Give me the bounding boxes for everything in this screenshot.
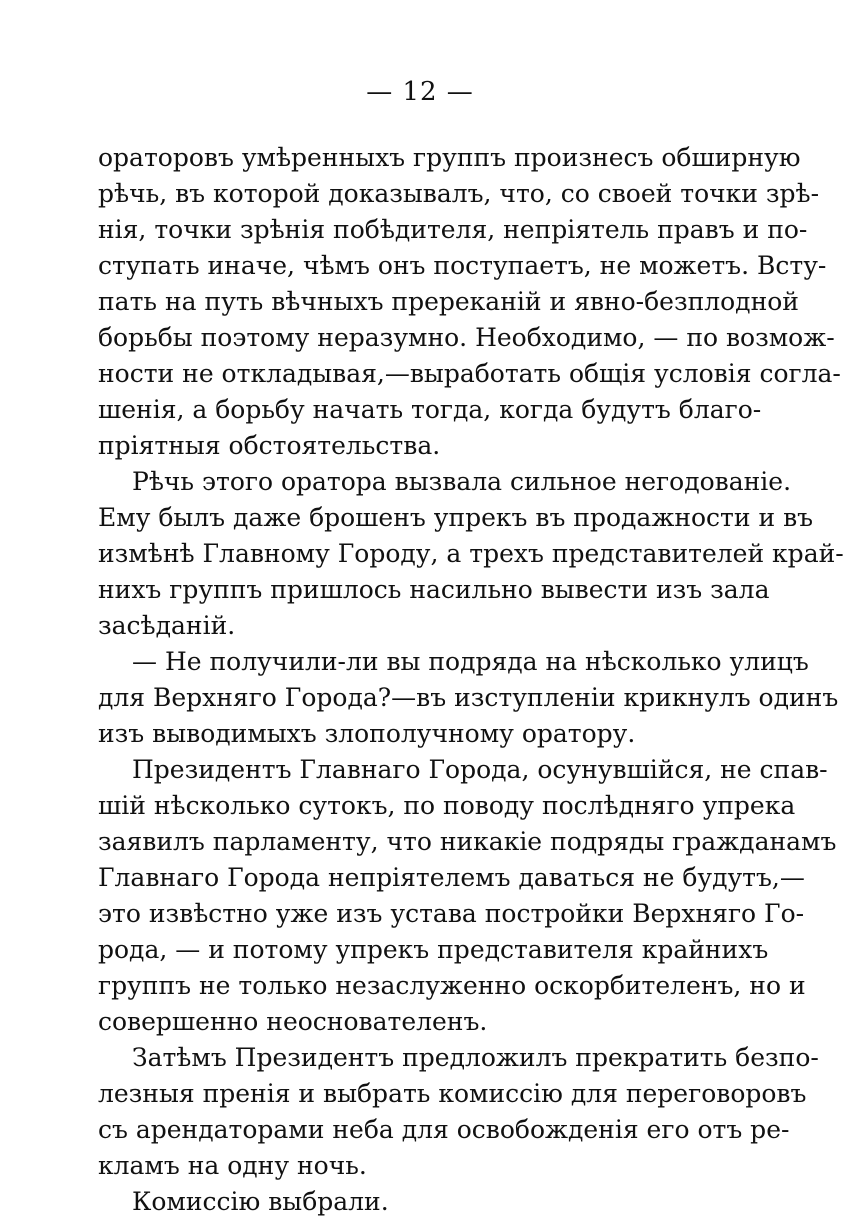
body-text: [98, 140, 844, 1220]
paragraph: [98, 464, 844, 644]
paragraph: [98, 140, 841, 464]
text-line: пать на путь вѣчныхъ пререканій и явно-безплодной: [98, 287, 799, 316]
page-number: — 12 —: [366, 77, 474, 107]
text-line: это извѣстно уже изъ устава постройки Верхняго Го-: [98, 899, 805, 928]
paragraph: [98, 644, 839, 752]
text-line: изъ выводимыхъ злополучному оратору.: [98, 719, 636, 748]
text-line: съ арендаторами неба для освобожденія его отъ ре-: [98, 1115, 790, 1144]
paragraph: [98, 1040, 819, 1184]
text-line: Затѣмъ Президентъ предложилъ прекратить безпо-: [132, 1043, 819, 1072]
text-line: Президентъ Главнаго Города, осунувшійся, не спав-: [132, 755, 828, 784]
text-line: группъ не только незаслуженно оскорбителенъ, но и: [98, 971, 806, 1000]
text-line: шій нѣсколько сутокъ, по поводу послѣдняго упрека: [98, 791, 796, 820]
text-line: Комиссію выбрали.: [132, 1187, 389, 1216]
text-line: измѣнѣ Главному Городу, а трехъ представителей край-: [98, 539, 844, 568]
text-line: рѣчь, въ которой доказывалъ, что, со своей точки зрѣ-: [98, 179, 820, 208]
text-line: заявилъ парламенту, что никакіе подряды гражданамъ: [98, 827, 837, 856]
text-line: ступать иначе, чѣмъ онъ поступаетъ, не можетъ. Всту-: [98, 251, 827, 280]
text-line: лезныя пренія и выбрать комиссію для переговоровъ: [98, 1079, 807, 1108]
paragraph: [98, 1184, 758, 1220]
text-line: — Не получили-ли вы подряда на нѣсколько улицъ: [132, 647, 809, 676]
text-line: борьбы поэтому неразумно. Необходимо, — по возмож-: [98, 323, 835, 352]
text-line: засѣданій.: [98, 611, 236, 640]
text-line: кламъ на одну ночь.: [98, 1151, 367, 1180]
text-line: шенія, а борьбу начать тогда, когда будутъ благо-: [98, 395, 762, 424]
paragraph: [98, 752, 837, 1040]
text-line: Ему былъ даже брошенъ упрекъ въ продажности и въ: [98, 503, 814, 532]
text-line: Главнаго Города непріятелемъ даваться не будутъ,—: [98, 863, 805, 892]
text-line: ности не откладывая,—выработать общія условія согла-: [98, 359, 841, 388]
text-line: рода, — и потому упрекъ представителя крайнихъ: [98, 935, 769, 964]
text-line: для Верхняго Города?—въ изступленіи крикнулъ одинъ: [98, 683, 839, 712]
text-line: совершенно неоснователенъ.: [98, 1007, 488, 1036]
text-line: Рѣчь этого оратора вызвала сильное негодованіе.: [132, 467, 792, 496]
text-line: ораторовъ умѣренныхъ группъ произнесъ обширную: [98, 143, 801, 172]
text-line: нія, точки зрѣнія побѣдителя, непріятель правъ и по-: [98, 215, 808, 244]
text-line: нихъ группъ пришлось насильно вывести изъ зала: [98, 575, 770, 604]
text-line: пріятныя обстоятельства.: [98, 431, 441, 460]
